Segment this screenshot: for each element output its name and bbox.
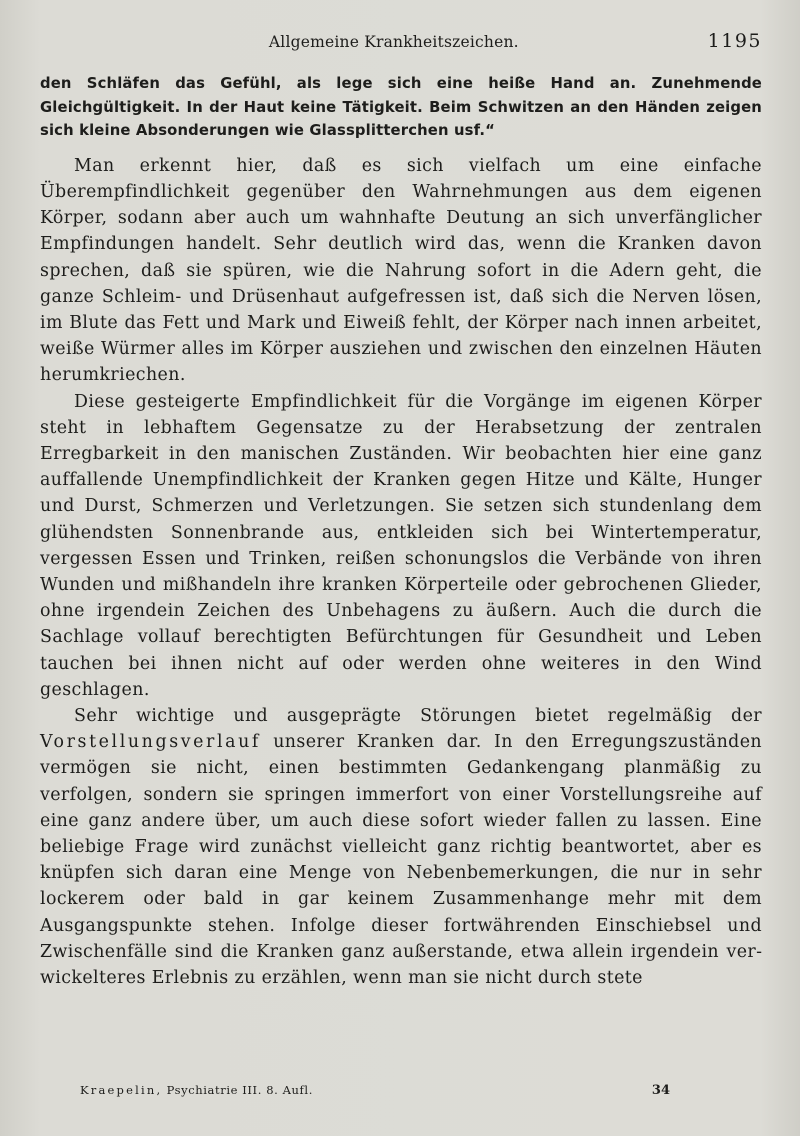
sheet-signature-number: 34 <box>651 1083 670 1098</box>
body-text <box>40 72 762 991</box>
running-header <box>40 30 762 60</box>
footer-source-line <box>80 1083 652 1097</box>
paragraph-2: Diese gesteigerte Empfindlichkeit für die Vorgänge im eigenen Körper steht in lebhaftem Gegensatze zu der Herabsetzung der zentralen Erregbarkeit in den manischen Zuständen. Wir beobachten hier eine ganz auffallende Unempfindlichkeit der Kranken gegen Hitze und Kälte, Hunger und Durst, Schmerzen und Verletzungen. Sie setzen sich stundenlang dem glühendsten Sonnenbrande aus, entkleiden sich bei Wintertemperatur, vergessen Essen und Trinken, reißen schonungslos die Verbände von ihren Wunden und mißhandeln ihre kranken Körperteile oder gebrochenen Glieder, ohne irgendein Zeichen des Unbehagens zu äußern. Auch die durch die Sachlage vollauf berechtigten Befürchtungen für Gesundheit und Leben tauchen bei ihnen nicht auf oder werden ohne weiteres in den Wind geschlagen. <box>40 391 762 700</box>
running-head-title: Allgemeine Krankheitszeichen. <box>268 33 519 51</box>
paragraph-3-intro: Sehr wichtige und ausgeprägte Störungen bietet regelmäßig der <box>74 706 762 727</box>
paragraph-1: Man erkennt hier, daß es sich vielfach um eine einfache Überempfindlichkeit gegenüber den Wahrnehmungen aus dem eigenen Körper, sodann aber auch um wahnhafte Deutung an sich unverfänglicher Empfindungen handelt. Sehr deutlich wird das, wenn die Kranken davon sprechen, daß sie spüren, wie die Nahrung sofort in die Adern geht, die ganze Schleim- und Drüsenhaut aufgefressen ist, daß sich die Nerven lösen, im Blute das Fett und Mark und Eiweiß fehlt, der Körper nach innen arbeitet, weiße Würmer alles im Körper ausziehen und zwischen den einzelnen Häuten herumkriechen. <box>40 155 762 386</box>
emphasized-term: Vorstellungsverlauf <box>40 732 261 753</box>
paragraph-3 <box>40 703 762 991</box>
paragraph-3-rest: unserer Kranken dar. In den Erregungszuständen vermögen sie nicht, einen bestimmten Gedankengang planmäßig zu verfolgen, sondern sie springen immerfort von einer Vorstellungsreihe auf eine ganz andere über, um auch diese sofort wieder fallen zu lassen. Eine beliebige Frage wird zunächst vielleicht ganz richtig beantwortet, aber es knüpfen sich daran eine Menge von Nebenbemerkungen, die nur in sehr lockerem oder bald in gar keinem Zusammenhange mehr mit dem Ausgangspunkte stehen. Infolge dieser fortwährenden Einschiebsel und Zwischenfälle sind die Kranken ganz außerstande, etwa allein irgendein verwickelteres Erlebnis zu erzählen, wenn man sie nicht durch stete <box>40 732 762 989</box>
quoted-passage: den Schläfen das Gefühl, als lege sich eine heiße Hand an. Zunehmende Gleichgültigkeit. In der Haut keine Tätigkeit. Beim Schwitzen an den Händen zeigen sich kleine Absonderungen wie Glassplitterchen usf.“ <box>40 75 762 140</box>
footer-author: Kraepelin, <box>80 1083 163 1097</box>
page-footer <box>80 1083 670 1098</box>
footer-title: Psychiatrie III. 8. Aufl. <box>166 1083 313 1097</box>
page-number: 1195 <box>707 30 762 52</box>
